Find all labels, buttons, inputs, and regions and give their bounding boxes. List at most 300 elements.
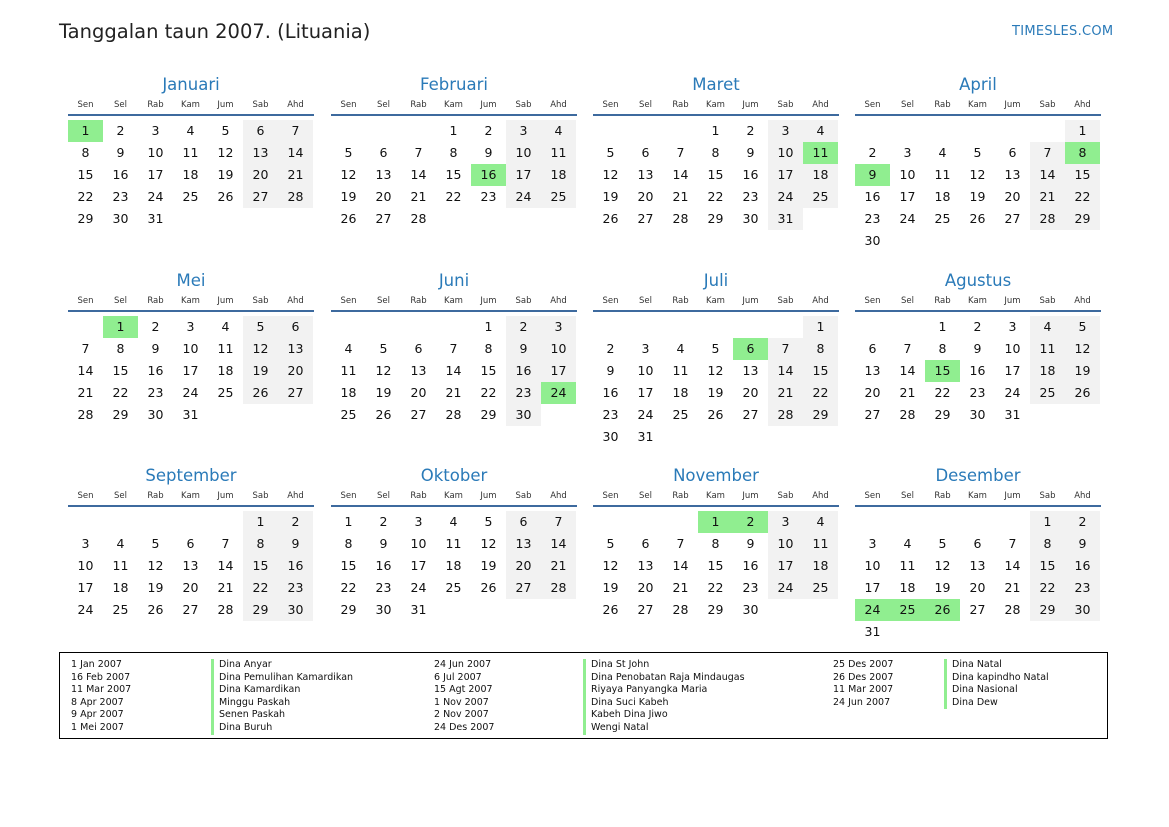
day-cell: 17 <box>506 164 541 186</box>
day-cell: 15 <box>445 167 462 182</box>
day-cell: 18 <box>672 385 689 400</box>
weekday-label: Rab <box>934 491 951 501</box>
day-cell: 25 <box>445 580 462 595</box>
weekday-label: Sab <box>252 296 269 306</box>
day-cell: 23 <box>278 577 313 599</box>
holiday-day-cell: 26 <box>925 599 960 621</box>
weekday-label: Ahd <box>550 296 567 306</box>
day-cell: 5 <box>379 341 388 356</box>
empty-cell <box>855 120 890 142</box>
day-cell: 1 <box>803 316 838 338</box>
legend-date: 8 Apr 2007 <box>71 696 124 708</box>
day-cell: 23 <box>480 189 497 204</box>
day-cell: 26 <box>243 382 278 404</box>
weekday-label: Sen <box>340 491 357 501</box>
day-cell: 28 <box>899 407 916 422</box>
day-cell: 29 <box>1030 599 1065 621</box>
day-cell: 15 <box>243 555 278 577</box>
day-cell: 15 <box>1030 555 1065 577</box>
day-grid <box>331 120 577 230</box>
day-cell: 8 <box>116 341 125 356</box>
weekday-label: Ahd <box>812 491 829 501</box>
day-cell: 10 <box>506 142 541 164</box>
day-cell: 26 <box>602 602 619 617</box>
weekday-label: Ahd <box>287 100 304 110</box>
holiday-day-cell: 11 <box>803 142 838 164</box>
day-cell: 30 <box>278 599 313 621</box>
day-cell: 23 <box>969 385 986 400</box>
day-cell: 29 <box>340 602 357 617</box>
day-cell: 13 <box>375 167 392 182</box>
day-cell: 22 <box>112 385 129 400</box>
day-cell: 27 <box>969 602 986 617</box>
day-cell: 29 <box>707 211 724 226</box>
empty-cell <box>890 120 925 142</box>
day-cell: 2 <box>1065 511 1100 533</box>
empty-cell <box>995 120 1030 142</box>
empty-cell <box>366 120 401 142</box>
month-11 <box>855 465 1101 643</box>
holiday-day-cell: 1 <box>103 316 138 338</box>
weekday-label: Kam <box>444 296 463 306</box>
day-cell: 31 <box>182 407 199 422</box>
day-cell: 10 <box>768 142 803 164</box>
weekday-label: Sel <box>901 100 914 110</box>
day-cell: 4 <box>186 123 195 138</box>
day-cell: 21 <box>1004 580 1021 595</box>
month-name: November <box>673 466 759 485</box>
weekday-label: Jum <box>742 100 759 110</box>
day-cell: 1 <box>243 511 278 533</box>
weekday-label: Sab <box>252 491 269 501</box>
day-cell: 13 <box>1004 167 1021 182</box>
day-cell: 6 <box>506 511 541 533</box>
day-cell: 22 <box>77 189 94 204</box>
month-8 <box>68 465 314 621</box>
day-cell: 30 <box>1065 599 1100 621</box>
empty-cell <box>593 511 628 533</box>
day-cell: 7 <box>221 536 230 551</box>
day-cell: 31 <box>147 211 164 226</box>
day-cell: 4 <box>676 341 685 356</box>
day-cell: 30 <box>742 211 759 226</box>
day-cell: 13 <box>243 142 278 164</box>
day-cell: 17 <box>77 580 94 595</box>
legend-date: 16 Feb 2007 <box>71 671 131 683</box>
day-cell: 16 <box>506 360 541 382</box>
day-cell: 17 <box>899 189 916 204</box>
day-cell: 16 <box>278 555 313 577</box>
weekday-label: Ahd <box>287 491 304 501</box>
day-cell: 2 <box>868 145 877 160</box>
month-9 <box>331 465 577 621</box>
day-cell: 18 <box>1030 360 1065 382</box>
day-cell: 11 <box>217 341 234 356</box>
day-cell: 20 <box>969 580 986 595</box>
day-cell: 21 <box>445 385 462 400</box>
day-cell: 5 <box>484 514 493 529</box>
legend-holiday-name: Dina Suci Kabeh <box>583 697 745 710</box>
day-cell: 7 <box>676 145 685 160</box>
day-cell: 4 <box>116 536 125 551</box>
day-cell: 14 <box>1030 164 1065 186</box>
day-cell: 26 <box>1065 382 1100 404</box>
legend-date: 11 Mar 2007 <box>71 684 132 696</box>
day-cell: 14 <box>768 360 803 382</box>
weekday-label: Rab <box>934 100 951 110</box>
day-cell: 19 <box>480 558 497 573</box>
day-cell: 9 <box>506 338 541 360</box>
day-cell: 13 <box>864 363 881 378</box>
day-cell: 15 <box>1065 164 1100 186</box>
weekday-label: Sen <box>602 100 619 110</box>
weekday-label: Rab <box>147 100 164 110</box>
day-cell: 9 <box>973 341 982 356</box>
day-cell: 13 <box>506 533 541 555</box>
day-cell: 27 <box>375 211 392 226</box>
day-cell: 16 <box>602 385 619 400</box>
weekday-label: Rab <box>934 296 951 306</box>
empty-cell <box>890 316 925 338</box>
holiday-day-cell: 2 <box>733 511 768 533</box>
day-cell: 11 <box>672 363 689 378</box>
month-name: Mei <box>176 271 206 290</box>
day-cell: 9 <box>278 533 313 555</box>
weekday-label: Ahd <box>1074 491 1091 501</box>
day-cell: 26 <box>480 580 497 595</box>
day-cell: 7 <box>1008 536 1017 551</box>
day-cell: 4 <box>803 511 838 533</box>
day-cell: 23 <box>742 580 759 595</box>
weekday-header <box>68 96 314 116</box>
day-cell: 30 <box>506 404 541 426</box>
empty-cell <box>103 511 138 533</box>
weekday-label: Rab <box>410 491 427 501</box>
day-cell: 23 <box>1065 577 1100 599</box>
legend-holiday-name: Dina Penobatan Raja Mindaugas <box>583 672 745 685</box>
day-cell: 26 <box>340 211 357 226</box>
day-cell: 14 <box>899 363 916 378</box>
month-name: April <box>959 75 997 94</box>
day-cell: 20 <box>243 164 278 186</box>
weekday-label: Sab <box>777 296 794 306</box>
day-cell: 22 <box>243 577 278 599</box>
day-cell: 19 <box>217 167 234 182</box>
day-cell: 4 <box>344 341 353 356</box>
month-name: Februari <box>420 75 488 94</box>
day-cell: 10 <box>541 338 576 360</box>
weekday-label: Ahd <box>812 296 829 306</box>
weekday-label: Rab <box>147 296 164 306</box>
month-name: Januari <box>162 75 220 94</box>
legend-holiday-name: Dina Nasional <box>944 684 1049 697</box>
day-cell: 18 <box>899 580 916 595</box>
day-cell: 25 <box>182 189 199 204</box>
day-cell: 8 <box>711 536 720 551</box>
day-cell: 9 <box>746 145 755 160</box>
day-cell: 30 <box>375 602 392 617</box>
empty-cell <box>173 511 208 533</box>
day-cell: 3 <box>541 316 576 338</box>
day-cell: 16 <box>1065 555 1100 577</box>
legend-dates-column <box>833 659 893 709</box>
weekday-label: Sel <box>377 491 390 501</box>
month-name: Juli <box>703 271 729 290</box>
empty-cell <box>593 316 628 338</box>
weekday-label: Jum <box>480 100 497 110</box>
day-cell: 2 <box>506 316 541 338</box>
day-grid <box>331 511 577 621</box>
weekday-label: Sel <box>114 100 127 110</box>
day-cell: 29 <box>934 407 951 422</box>
empty-cell <box>68 511 103 533</box>
day-cell: 14 <box>445 363 462 378</box>
day-cell: 28 <box>217 602 234 617</box>
day-cell: 17 <box>147 167 164 182</box>
weekday-label: Sen <box>602 491 619 501</box>
holiday-day-cell: 15 <box>925 360 960 382</box>
day-cell: 28 <box>445 407 462 422</box>
holiday-day-cell: 8 <box>1065 142 1100 164</box>
day-cell: 24 <box>410 580 427 595</box>
empty-cell <box>995 511 1030 533</box>
day-cell: 8 <box>484 341 493 356</box>
month-name: Agustus <box>944 271 1012 290</box>
legend-date: 24 Jun 2007 <box>434 659 492 670</box>
day-cell: 29 <box>1065 208 1100 230</box>
day-cell: 9 <box>606 363 615 378</box>
day-cell: 10 <box>77 558 94 573</box>
day-cell: 26 <box>969 211 986 226</box>
day-cell: 13 <box>182 558 199 573</box>
holiday-day-cell: 9 <box>855 164 890 186</box>
day-cell: 5 <box>221 123 230 138</box>
weekday-label: Sab <box>1039 491 1056 501</box>
empty-cell <box>331 120 366 142</box>
day-cell: 19 <box>602 189 619 204</box>
day-cell: 21 <box>77 385 94 400</box>
day-cell: 15 <box>112 363 129 378</box>
day-cell: 12 <box>707 363 724 378</box>
empty-cell <box>663 316 698 338</box>
empty-cell <box>768 316 803 338</box>
day-cell: 3 <box>506 120 541 142</box>
day-cell: 31 <box>637 429 654 444</box>
month-10 <box>593 465 839 621</box>
weekday-label: Sel <box>114 491 127 501</box>
day-cell: 1 <box>449 123 458 138</box>
legend-holiday-name: Dina kapindho Natal <box>944 672 1049 685</box>
day-cell: 2 <box>278 511 313 533</box>
empty-cell <box>733 316 768 338</box>
weekday-label: Sen <box>77 491 94 501</box>
weekday-label: Sab <box>515 100 532 110</box>
day-cell: 10 <box>899 167 916 182</box>
weekday-label: Sel <box>901 491 914 501</box>
weekday-label: Sab <box>777 491 794 501</box>
day-cell: 23 <box>602 407 619 422</box>
day-cell: 30 <box>742 602 759 617</box>
day-cell: 9 <box>151 341 160 356</box>
day-cell: 19 <box>969 189 986 204</box>
legend-date: 1 Nov 2007 <box>434 696 489 708</box>
weekday-label: Kam <box>444 491 463 501</box>
day-cell: 15 <box>707 167 724 182</box>
weekday-label: Kam <box>968 100 987 110</box>
day-grid <box>68 120 314 230</box>
day-cell: 11 <box>445 536 462 551</box>
empty-cell <box>890 511 925 533</box>
day-cell: 11 <box>340 363 357 378</box>
weekday-label: Sel <box>377 100 390 110</box>
weekday-label: Kam <box>181 491 200 501</box>
day-cell: 5 <box>606 536 615 551</box>
day-cell: 12 <box>147 558 164 573</box>
month-name: Oktober <box>420 466 488 485</box>
weekday-label: Sel <box>639 100 652 110</box>
day-cell: 10 <box>864 558 881 573</box>
weekday-label: Jum <box>1004 491 1021 501</box>
day-cell: 27 <box>182 602 199 617</box>
day-cell: 17 <box>182 363 199 378</box>
holiday-day-cell: 16 <box>471 164 506 186</box>
day-cell: 20 <box>742 385 759 400</box>
day-cell: 22 <box>1030 577 1065 599</box>
weekday-header <box>855 292 1101 312</box>
day-cell: 2 <box>606 341 615 356</box>
weekday-label: Jum <box>1004 100 1021 110</box>
day-cell: 10 <box>637 363 654 378</box>
day-cell: 27 <box>1004 211 1021 226</box>
day-cell: 28 <box>768 404 803 426</box>
day-cell: 5 <box>711 341 720 356</box>
empty-cell <box>960 120 995 142</box>
day-cell: 24 <box>768 577 803 599</box>
day-cell: 8 <box>81 145 90 160</box>
day-cell: 30 <box>147 407 164 422</box>
day-cell: 24 <box>182 385 199 400</box>
legend-holiday-name: Dina Natal <box>944 659 1049 672</box>
weekday-label: Sab <box>777 100 794 110</box>
legend-date: 26 Des 2007 <box>833 671 894 683</box>
day-cell: 16 <box>742 558 759 573</box>
day-cell: 21 <box>541 555 576 577</box>
day-cell: 15 <box>77 167 94 182</box>
day-cell: 4 <box>541 120 576 142</box>
day-cell: 14 <box>278 142 313 164</box>
day-cell: 19 <box>375 385 392 400</box>
weekday-label: Sen <box>340 100 357 110</box>
day-cell: 24 <box>77 602 94 617</box>
day-cell: 25 <box>1030 382 1065 404</box>
legend-holiday-name: Riyaya Panyangka Maria <box>583 684 745 697</box>
day-cell: 13 <box>742 363 759 378</box>
day-cell: 22 <box>445 189 462 204</box>
legend-holiday-name: Kabeh Dina Jiwo <box>583 709 745 722</box>
holiday-day-cell: 1 <box>68 120 103 142</box>
day-cell: 6 <box>278 316 313 338</box>
empty-cell <box>855 511 890 533</box>
day-cell: 28 <box>278 186 313 208</box>
day-cell: 13 <box>410 363 427 378</box>
weekday-label: Kam <box>706 296 725 306</box>
day-cell: 19 <box>707 385 724 400</box>
day-cell: 20 <box>864 385 881 400</box>
day-cell: 9 <box>116 145 125 160</box>
weekday-label: Rab <box>410 100 427 110</box>
day-cell: 22 <box>1065 186 1100 208</box>
weekday-label: Sen <box>602 296 619 306</box>
day-cell: 15 <box>340 558 357 573</box>
day-cell: 29 <box>803 404 838 426</box>
weekday-label: Ahd <box>1074 296 1091 306</box>
day-cell: 10 <box>147 145 164 160</box>
day-cell: 2 <box>973 319 982 334</box>
legend-holiday-name: Dina Anyar <box>211 659 353 672</box>
day-grid <box>331 316 577 426</box>
day-cell: 7 <box>1030 142 1065 164</box>
day-cell: 27 <box>742 407 759 422</box>
day-cell: 3 <box>1008 319 1017 334</box>
day-cell: 20 <box>182 580 199 595</box>
day-cell: 10 <box>182 341 199 356</box>
day-cell: 17 <box>1004 363 1021 378</box>
day-cell: 29 <box>112 407 129 422</box>
day-grid <box>593 316 839 448</box>
weekday-label: Sab <box>515 296 532 306</box>
day-cell: 12 <box>217 145 234 160</box>
weekday-label: Jum <box>480 296 497 306</box>
empty-cell <box>331 316 366 338</box>
day-cell: 20 <box>410 385 427 400</box>
weekday-label: Sel <box>377 296 390 306</box>
month-1 <box>331 74 577 230</box>
weekday-label: Kam <box>181 296 200 306</box>
day-cell: 4 <box>803 120 838 142</box>
weekday-label: Jum <box>1004 296 1021 306</box>
day-cell: 14 <box>77 363 94 378</box>
empty-cell <box>628 316 663 338</box>
day-cell: 22 <box>934 385 951 400</box>
day-cell: 23 <box>147 385 164 400</box>
day-cell: 8 <box>1030 533 1065 555</box>
day-cell: 7 <box>414 145 423 160</box>
day-cell: 11 <box>112 558 129 573</box>
day-cell: 1 <box>1065 120 1100 142</box>
day-grid <box>68 316 314 426</box>
day-cell: 22 <box>803 382 838 404</box>
site-link[interactable]: TIMESLES.COM <box>1012 24 1114 39</box>
day-cell: 17 <box>768 555 803 577</box>
day-cell: 16 <box>742 167 759 182</box>
day-cell: 11 <box>899 558 916 573</box>
day-cell: 12 <box>1065 338 1100 360</box>
day-cell: 24 <box>899 211 916 226</box>
empty-cell <box>138 511 173 533</box>
day-cell: 16 <box>112 167 129 182</box>
legend-holiday-name: Dina Kamardikan <box>211 684 353 697</box>
day-cell: 8 <box>243 533 278 555</box>
legend-date: 9 Apr 2007 <box>71 709 124 721</box>
day-grid <box>855 316 1101 426</box>
day-cell: 15 <box>707 558 724 573</box>
day-cell: 10 <box>1004 341 1021 356</box>
day-cell: 9 <box>1065 533 1100 555</box>
legend-names-column <box>944 659 1049 709</box>
day-cell: 27 <box>506 577 541 599</box>
legend-date: 25 Des 2007 <box>833 659 894 670</box>
weekday-label: Sab <box>1039 296 1056 306</box>
